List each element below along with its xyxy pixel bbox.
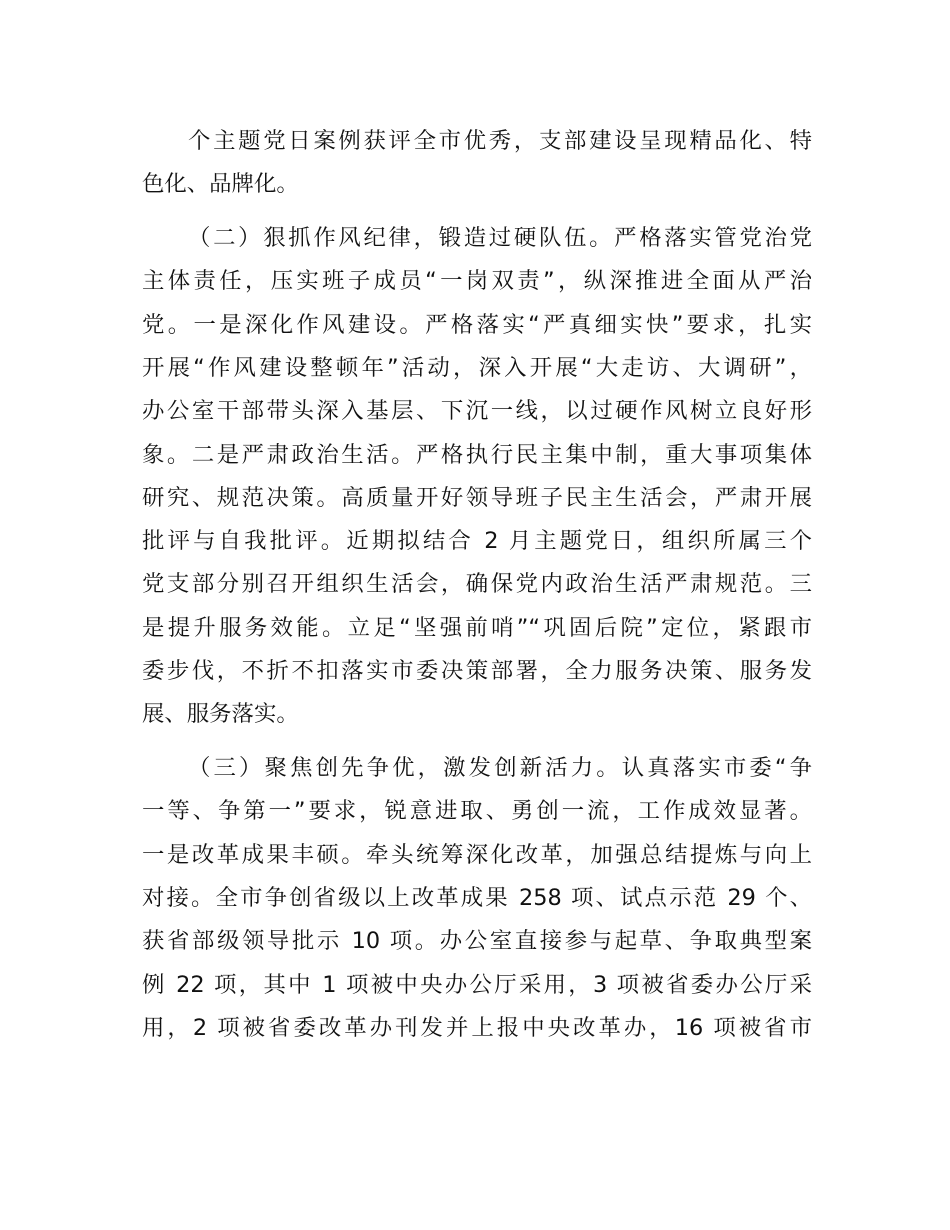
text-line: 一是改革成果丰硕。牵头统筹深化改革，加强总结提炼与向上 [142, 841, 812, 868]
text-line: 用，2 项被省委改革办刊发并上报中央改革办，16 项被省市 [142, 1014, 812, 1041]
text-line: 获省部级领导批示 10 项。办公室直接参与起草、争取典型案 [142, 928, 812, 955]
text-line: 个主题党日案例获评全市优秀，支部建设呈现精品化、特 [188, 128, 812, 154]
text-line: 主体责任，压实班子成员“一岗双责”，纵深推进全面从严治 [142, 268, 812, 295]
text-line: 研究、规范决策。高质量开好领导班子民主生活会，严肃开展 [142, 484, 812, 511]
text-line: 党。一是深化作风建设。严格落实“严真细实快”要求，扎实 [142, 311, 812, 338]
text-line: 办公室干部带头深入基层、下沉一线，以过硬作风树立良好形 [142, 398, 812, 425]
text-line: 委步伐，不折不扣落实市委决策部署，全力服务决策、服务发 [142, 658, 812, 684]
text-line: 是提升服务效能。立足“坚强前哨”“巩固后院”定位，紧跟市 [142, 614, 812, 641]
text-line: 展、服务落实。 [142, 701, 299, 728]
text-line: 开展“作风建设整顿年”活动，深入开展“大走访、大调研”， [142, 354, 812, 381]
text-line: （三）聚焦创先争优，激发创新活力。认真落实市委“争 [188, 755, 812, 781]
text-line: 对接。全市争创省级以上改革成果 258 项、试点示范 29 个、 [142, 884, 812, 911]
text-line: 一等、争第一”要求，锐意进取、勇创一流，工作成效显著。 [142, 798, 812, 825]
text-line: 色化、品牌化。 [142, 171, 299, 198]
text-line: （二）狠抓作风纪律，锻造过硬队伍。严格落实管党治党 [188, 225, 812, 251]
text-line: 例 22 项，其中 1 项被中央办公厅采用，3 项被省委办公厅采 [142, 971, 812, 998]
text-line: 批评与自我批评。近期拟结合 2 月主题党日，组织所属三个 [142, 528, 812, 555]
text-line: 象。二是严肃政治生活。严格执行民主集中制，重大事项集体 [142, 441, 812, 468]
text-line: 党支部分别召开组织生活会，确保党内政治生活严肃规范。三 [142, 571, 812, 598]
